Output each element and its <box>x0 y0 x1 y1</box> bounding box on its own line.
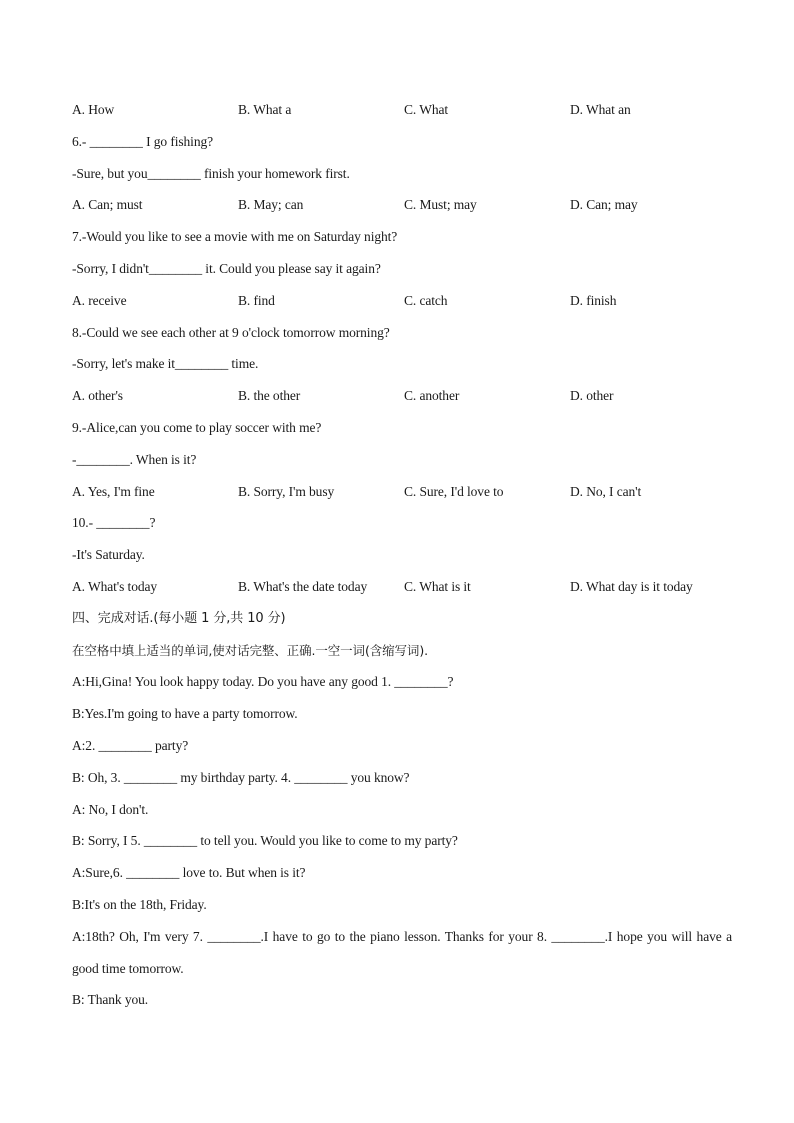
q8-options <box>72 386 732 418</box>
q9-option-c: C. Sure, I'd love to <box>404 483 504 499</box>
q6-option-c: C. Must; may <box>404 197 477 213</box>
dialogue-line: A:Hi,Gina! You look happy today. Do you have any good 1. ________? <box>72 674 454 690</box>
q8-stem: 8.-Could we see each other at 9 o'clock tomorrow morning? <box>72 324 390 340</box>
q10-options <box>72 577 732 609</box>
q8-option-d: D. other <box>570 388 614 404</box>
q10-option-a: A. What's today <box>72 578 158 594</box>
section-four-heading: 四、完成对话.(每小题 1 分,共 10 分) <box>72 610 286 626</box>
q8-option-a: A. other's <box>72 388 123 404</box>
q7-option-b: B. find <box>238 292 275 308</box>
q6-option-a: A. Can; must <box>72 197 143 213</box>
q7-reply: -Sorry, I didn't________ it. Could you please say it again? <box>72 260 381 276</box>
q7-option-a: A. receive <box>72 292 127 308</box>
dialogue-line: A: No, I don't. <box>72 801 149 817</box>
q8-option-c: C. another <box>404 388 460 404</box>
q7-option-d: D. finish <box>570 292 617 308</box>
q9-option-a: A. Yes, I'm fine <box>72 483 155 499</box>
dialogue-line: B:It's on the 18th, Friday. <box>72 896 207 912</box>
dialogue-line: A:Sure,6. ________ love to. But when is it? <box>72 865 306 881</box>
q7-options <box>72 291 732 323</box>
dialogue-line-long: A:18th? Oh, I'm very 7. ________.I have to go to the piano lesson. Thanks for your 8. ________.I hope you will have a good time tomorrow. <box>72 928 732 976</box>
dialogue-line: B: Sorry, I 5. ________ to tell you. Would you like to come to my party? <box>72 833 458 849</box>
exam-page <box>72 100 732 1022</box>
q9-stem: 9.-Alice,can you come to play soccer with me? <box>72 419 322 435</box>
q6-reply: -Sure, but you________ finish your homework first. <box>72 165 350 181</box>
q6-option-b: B. May; can <box>238 197 304 213</box>
q10-option-d: D. What day is it today <box>570 578 693 594</box>
dialogue-line-last: B: Thank you. <box>72 992 149 1008</box>
dialogue-line: A:2. ________ party? <box>72 737 189 753</box>
q7-stem: 7.-Would you like to see a movie with me on Saturday night? <box>72 229 398 245</box>
q10-reply: -It's Saturday. <box>72 547 145 563</box>
section-four-instruction: 在空格中填上适当的单词,使对话完整、正确.一空一词(含缩写词). <box>72 642 428 658</box>
q9-reply: -________. When is it? <box>72 451 197 467</box>
dialogue-line: B: Oh, 3. ________ my birthday party. 4. ________ you know? <box>72 769 410 785</box>
q6-options <box>72 195 732 227</box>
q7-option-c: C. catch <box>404 292 448 308</box>
q6-option-d: D. Can; may <box>570 197 638 213</box>
q10-option-c: C. What is it <box>404 578 471 594</box>
q8-reply: -Sorry, let's make it________ time. <box>72 356 259 372</box>
dialogue-line: B:Yes.I'm going to have a party tomorrow. <box>72 706 298 722</box>
q8-option-b: B. the other <box>238 388 301 404</box>
q5-option-d: D. What an <box>570 102 631 117</box>
q5-options <box>72 100 732 132</box>
q5-option-a: A. How <box>72 102 115 117</box>
q6-stem: 6.- ________ I go fishing? <box>72 133 214 149</box>
q5-option-b: B. What a <box>238 102 292 117</box>
q10-option-b: B. What's the date today <box>238 578 368 594</box>
q5-option-c: C. What <box>404 102 449 117</box>
q9-option-d: D. No, I can't <box>570 483 642 499</box>
q9-options <box>72 482 732 514</box>
q9-option-b: B. Sorry, I'm busy <box>238 483 335 499</box>
q10-stem: 10.- ________? <box>72 515 156 531</box>
